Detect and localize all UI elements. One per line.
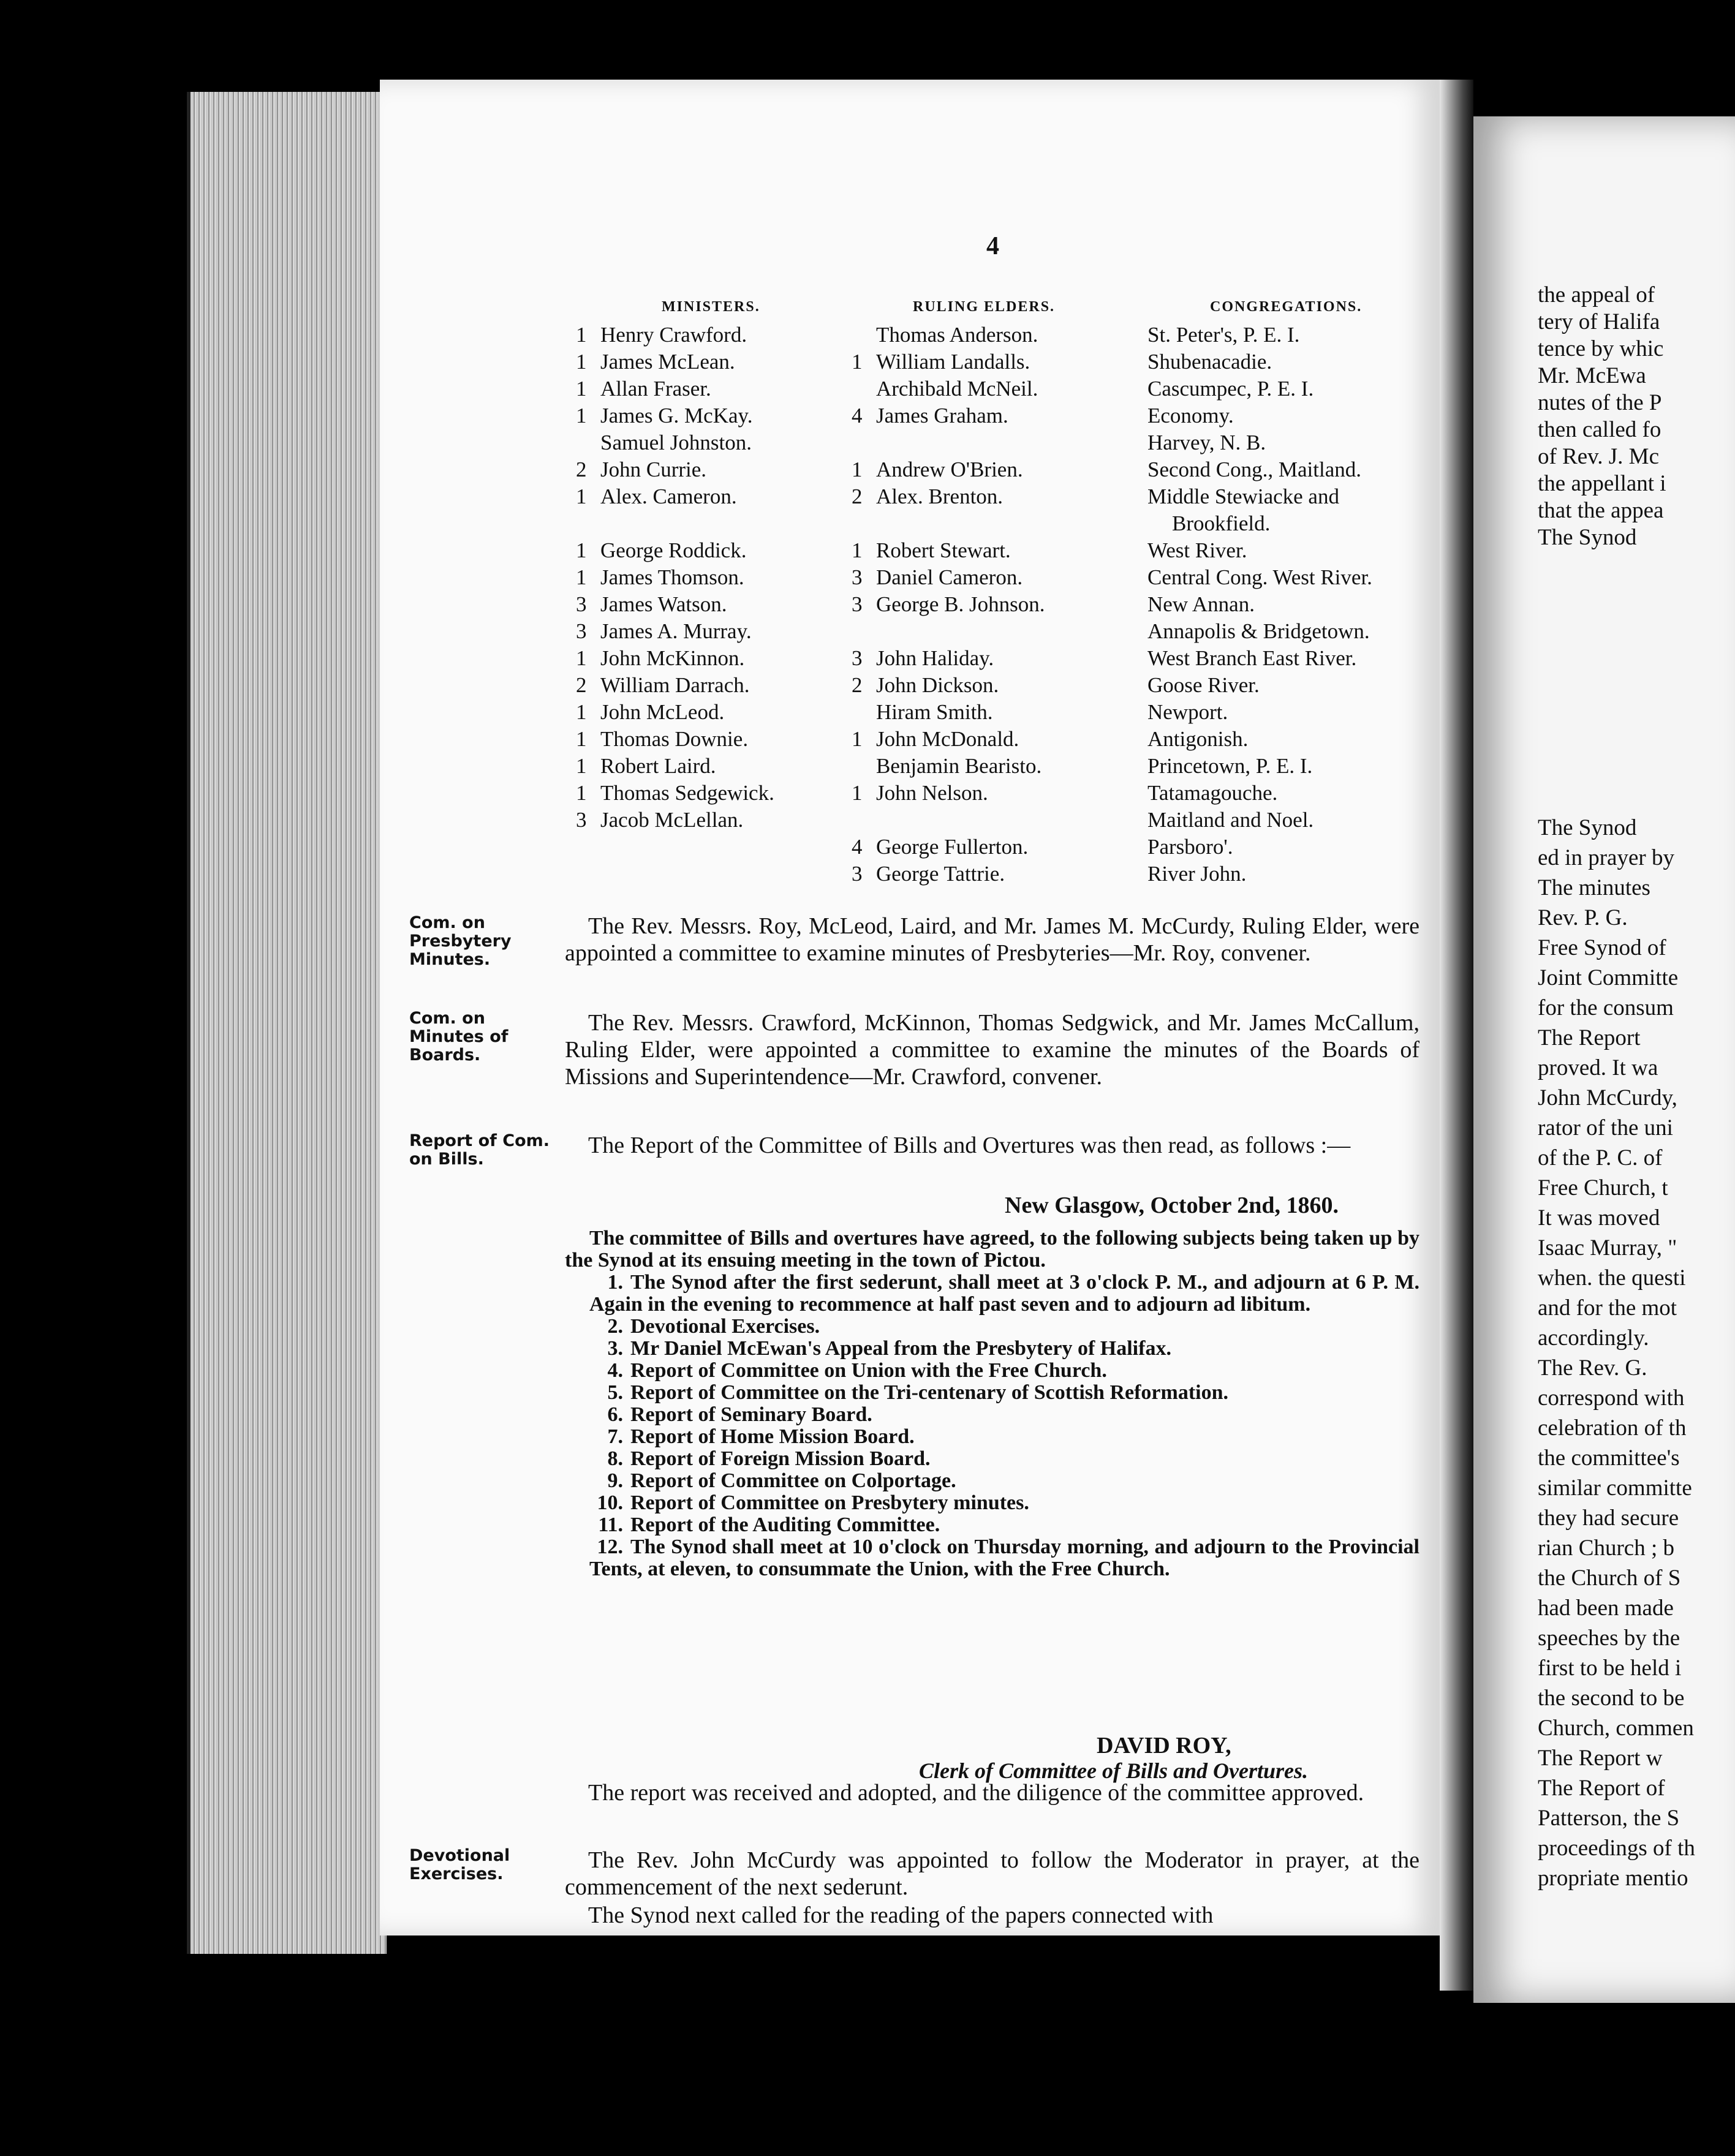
paragraph-boards-committee: The Rev. Messrs. Crawford, McKinnon, Thomas Sedgwick, and Mr. James McCallum, Ruling Elder, were appointed a committee to examine the minutes of the Boards of Missions and Superintendence—Mr. Crawford, convener. bbox=[565, 1010, 1419, 1090]
report-item-text: Report of Committee on Presbytery minutes. bbox=[630, 1491, 1029, 1514]
congregation-row: Newport. bbox=[1147, 700, 1228, 724]
elders-count: 2 bbox=[852, 484, 863, 508]
right-page-line: The Report of bbox=[1538, 1776, 1665, 1801]
elders-name: John Nelson. bbox=[876, 781, 988, 805]
right-page-line: Free Synod of bbox=[1538, 935, 1666, 960]
report-item-number: 8. bbox=[607, 1447, 623, 1470]
ministers-row bbox=[576, 753, 774, 780]
elders-row bbox=[852, 537, 1045, 564]
right-page-line: first to be held i bbox=[1538, 1656, 1682, 1681]
congregation-row: Cascumpec, P. E. I. bbox=[1147, 377, 1314, 401]
right-page-line: Patterson, the S bbox=[1538, 1806, 1680, 1831]
right-page-line: of the P. C. of bbox=[1538, 1145, 1663, 1170]
elders-row bbox=[852, 375, 1045, 402]
ministers-name: James Watson. bbox=[600, 592, 727, 616]
page-number: 4 bbox=[986, 232, 999, 260]
paragraph-synod-next: The Synod next called for the reading of the papers connected with bbox=[588, 1902, 1214, 1928]
report-signature-title: Clerk of Committee of Bills and Overtures. bbox=[919, 1758, 1308, 1783]
report-item bbox=[565, 1536, 1419, 1580]
elders-name: James Graham. bbox=[876, 404, 1008, 428]
ministers-name: John McKinnon. bbox=[600, 646, 745, 670]
right-page-line: The Rev. G. bbox=[1538, 1355, 1647, 1381]
ministers-row bbox=[576, 402, 774, 429]
elders-row bbox=[852, 726, 1045, 753]
ministers-name: James Thomson. bbox=[600, 565, 744, 589]
right-page-line: had been made bbox=[1538, 1596, 1674, 1621]
elders-count: 1 bbox=[852, 350, 863, 374]
ministers-name: Robert Laird. bbox=[600, 754, 716, 778]
ministers-row bbox=[576, 429, 774, 456]
elders-name: John Haliday. bbox=[876, 646, 994, 670]
elders-row bbox=[852, 807, 1045, 834]
right-page-line: proceedings of th bbox=[1538, 1836, 1695, 1861]
right-page-line: celebration of th bbox=[1538, 1415, 1687, 1441]
congregation-row: Harvey, N. B. bbox=[1147, 431, 1266, 454]
congregation-row: Antigonish. bbox=[1147, 727, 1249, 751]
report-item bbox=[565, 1448, 1419, 1470]
margin-note-presbytery-minutes: Com. on Presbytery Minutes. bbox=[409, 913, 512, 969]
elders-count: 3 bbox=[852, 646, 863, 670]
ministers-row bbox=[576, 483, 774, 510]
ministers-row bbox=[576, 349, 774, 375]
report-dateline: New Glasgow, October 2nd, 1860. bbox=[1005, 1193, 1339, 1218]
elders-name: Robert Stewart. bbox=[876, 538, 1011, 562]
report-item-number: 1. bbox=[607, 1271, 623, 1294]
elders-count: 1 bbox=[852, 727, 863, 751]
ministers-name: Thomas Sedgewick. bbox=[600, 781, 774, 805]
ministers-row bbox=[576, 699, 774, 726]
right-page-line: Isaac Murray, " bbox=[1538, 1235, 1677, 1261]
ministers-count: 2 bbox=[576, 458, 587, 481]
right-page-line: rian Church ; b bbox=[1538, 1536, 1674, 1561]
elders-row bbox=[852, 322, 1045, 349]
right-page-line: similar committe bbox=[1538, 1476, 1692, 1501]
ministers-name: Jacob McLellan. bbox=[600, 808, 744, 832]
ministers-count: 3 bbox=[576, 619, 587, 643]
congregation-row: Tatamagouche. bbox=[1147, 781, 1278, 805]
ministers-count: 1 bbox=[576, 404, 587, 428]
ministers-header: MINISTERS. bbox=[662, 299, 760, 315]
elders-name: George Fullerton. bbox=[876, 835, 1029, 859]
report-item bbox=[565, 1316, 1419, 1338]
right-page-line: tence by whic bbox=[1538, 336, 1664, 361]
report-intro: The committee of Bills and overtures have agreed, to the following subjects being taken up by the Synod at its ensuing meeting in the town of Pictou. bbox=[565, 1227, 1419, 1272]
elders-name: William Landalls. bbox=[876, 350, 1030, 374]
report-item-number: 7. bbox=[607, 1425, 623, 1448]
congregation-row: West River. bbox=[1147, 538, 1247, 562]
report-item-text: The Synod shall meet at 10 o'clock on Thursday morning, and adjourn to the Provincial Tents, at eleven, to consummate the Union, with the Free Church. bbox=[589, 1536, 1419, 1580]
ministers-row bbox=[576, 807, 774, 834]
ministers-count: 1 bbox=[576, 377, 587, 401]
ministers-row bbox=[576, 591, 774, 618]
right-page-line: of Rev. J. Mc bbox=[1538, 444, 1659, 469]
right-page-line: that the appea bbox=[1538, 498, 1664, 523]
elders-name: Hiram Smith. bbox=[876, 700, 993, 724]
ministers-row bbox=[576, 375, 774, 402]
right-page-line: rator of the uni bbox=[1538, 1115, 1673, 1140]
elders-row bbox=[852, 510, 1045, 537]
right-page-line: propriate mentio bbox=[1538, 1866, 1688, 1891]
right-page-line: accordingly. bbox=[1538, 1325, 1649, 1351]
congregation-row: West Branch East River. bbox=[1147, 646, 1357, 670]
right-page-line: for the consum bbox=[1538, 995, 1674, 1020]
congregations-header: CONGREGATIONS. bbox=[1210, 299, 1363, 315]
ministers-name: William Darrach. bbox=[600, 673, 750, 697]
elders-row bbox=[852, 618, 1045, 645]
elders-row bbox=[852, 483, 1045, 510]
elders-name: Archibald McNeil. bbox=[876, 377, 1038, 401]
ministers-row bbox=[576, 618, 774, 645]
paragraph-devotional: The Rev. John McCurdy was appointed to follow the Moderator in prayer, at the commencement of the next sederunt. bbox=[565, 1847, 1419, 1900]
ministers-count: 1 bbox=[576, 484, 587, 508]
congregation-row: Economy. bbox=[1147, 404, 1234, 428]
right-page-line: speeches by the bbox=[1538, 1626, 1680, 1651]
elders-row bbox=[852, 753, 1045, 780]
report-item bbox=[565, 1426, 1419, 1448]
report-item-number: 2. bbox=[607, 1315, 623, 1338]
ministers-name: Henry Crawford. bbox=[600, 323, 747, 347]
ministers-row bbox=[576, 726, 774, 753]
congregation-row: Shubenacadie. bbox=[1147, 350, 1272, 374]
report-item bbox=[565, 1360, 1419, 1382]
elders-row bbox=[852, 402, 1045, 429]
paragraph-report-intro: The Report of the Committee of Bills and Overtures was then read, as follows :— bbox=[588, 1133, 1351, 1158]
right-page-line: the second to be bbox=[1538, 1686, 1685, 1711]
congregation-row: River John. bbox=[1147, 862, 1247, 886]
ministers-name: James G. McKay. bbox=[600, 404, 753, 428]
elders-count: 1 bbox=[852, 458, 863, 481]
report-item-number: 6. bbox=[607, 1403, 623, 1426]
congregation-row: Princetown, P. E. I. bbox=[1147, 754, 1313, 778]
elders-name: George B. Johnson. bbox=[876, 592, 1045, 616]
report-item bbox=[565, 1492, 1419, 1514]
elders-row bbox=[852, 349, 1045, 375]
right-page-line: nutes of the P bbox=[1538, 390, 1662, 415]
elders-row bbox=[852, 861, 1045, 888]
elders-count: 1 bbox=[852, 538, 863, 562]
congregation-row: New Annan. bbox=[1147, 592, 1255, 616]
ministers-count: 1 bbox=[576, 646, 587, 670]
right-page-line: The Report w bbox=[1538, 1746, 1663, 1771]
right-page-line: and for the mot bbox=[1538, 1295, 1677, 1321]
ministers-count: 3 bbox=[576, 592, 587, 616]
report-item-text: Report of Home Mission Board. bbox=[630, 1425, 915, 1448]
report-item bbox=[565, 1404, 1419, 1426]
ministers-row bbox=[576, 537, 774, 564]
right-page-line: tery of Halifa bbox=[1538, 309, 1660, 334]
report-item-number: 4. bbox=[607, 1359, 623, 1382]
ruling-elders-column bbox=[852, 322, 1045, 888]
elders-name: John Dickson. bbox=[876, 673, 999, 697]
congregation-row: Brookfield. bbox=[1172, 511, 1271, 535]
congregation-row: Second Cong., Maitland. bbox=[1147, 458, 1361, 481]
elders-count: 3 bbox=[852, 565, 863, 589]
elders-count: 4 bbox=[852, 835, 863, 859]
report-item-number: 12. bbox=[597, 1536, 623, 1558]
margin-note-report-on-bills: Report of Com. on Bills. bbox=[409, 1131, 550, 1169]
elders-row bbox=[852, 834, 1045, 861]
right-page-line: The Synod bbox=[1538, 815, 1637, 840]
report-item-number: 5. bbox=[607, 1381, 623, 1404]
report-item-text: Devotional Exercises. bbox=[630, 1315, 820, 1338]
ministers-name: John Currie. bbox=[600, 458, 707, 481]
report-item-text: Report of Committee on Colportage. bbox=[630, 1469, 956, 1492]
ministers-row bbox=[576, 322, 774, 349]
ministers-count: 1 bbox=[576, 781, 587, 805]
ministers-row bbox=[576, 780, 774, 807]
right-page-line: John McCurdy, bbox=[1538, 1085, 1677, 1110]
report-item bbox=[565, 1470, 1419, 1492]
elders-row bbox=[852, 780, 1045, 807]
right-page-line: The minutes bbox=[1538, 875, 1650, 900]
elders-count: 4 bbox=[852, 404, 863, 428]
right-page-line: the committee's bbox=[1538, 1446, 1680, 1471]
paragraph-report-adopted: The report was received and adopted, and the diligence of the committee approved. bbox=[588, 1780, 1364, 1806]
congregation-row: St. Peter's, P. E. I. bbox=[1147, 323, 1300, 347]
congregation-row: Maitland and Noel. bbox=[1147, 808, 1314, 832]
report-items bbox=[565, 1272, 1419, 1580]
elders-name: Daniel Cameron. bbox=[876, 565, 1023, 589]
elders-count: 3 bbox=[852, 592, 863, 616]
report-item-text: Report of Seminary Board. bbox=[630, 1403, 872, 1426]
ministers-name: Alex. Cameron. bbox=[600, 484, 737, 508]
bills-overtures-report bbox=[565, 1227, 1419, 1580]
ministers-name: James McLean. bbox=[600, 350, 735, 374]
congregation-row: Central Cong. West River. bbox=[1147, 565, 1372, 589]
ministers-row bbox=[576, 456, 774, 483]
ministers-name: James A. Murray. bbox=[600, 619, 752, 643]
right-page-line: The Synod bbox=[1538, 525, 1637, 550]
ministers-name: George Roddick. bbox=[600, 538, 747, 562]
right-page-line: the appellant i bbox=[1538, 471, 1666, 496]
report-signature: DAVID ROY, bbox=[1097, 1733, 1231, 1758]
congregation-row: Annapolis & Bridgetown. bbox=[1147, 619, 1370, 643]
elders-name: Andrew O'Brien. bbox=[876, 458, 1023, 481]
book-page-edges bbox=[187, 92, 387, 1954]
right-page-line: then called fo bbox=[1538, 417, 1661, 442]
ministers-count: 1 bbox=[576, 700, 587, 724]
ruling-elders-header: RULING ELDERS. bbox=[913, 299, 1056, 315]
elders-name: George Tattrie. bbox=[876, 862, 1005, 886]
congregation-row: Middle Stewiacke and bbox=[1147, 484, 1339, 508]
ministers-name: John McLeod. bbox=[600, 700, 725, 724]
ministers-row bbox=[576, 510, 774, 537]
report-item-text: Report of the Auditing Committee. bbox=[630, 1513, 940, 1536]
right-page-line: Church, commen bbox=[1538, 1716, 1694, 1741]
elders-row bbox=[852, 456, 1045, 483]
ministers-count: 1 bbox=[576, 565, 587, 589]
elders-count: 2 bbox=[852, 673, 863, 697]
elders-name: Alex. Brenton. bbox=[876, 484, 1004, 508]
report-item-text: Mr Daniel McEwan's Appeal from the Presbytery of Halifax. bbox=[630, 1337, 1171, 1360]
right-page-line: The Report bbox=[1538, 1025, 1641, 1050]
right-page-line: It was moved bbox=[1538, 1205, 1660, 1231]
right-page-line: correspond with bbox=[1538, 1385, 1685, 1411]
ministers-name: Samuel Johnston. bbox=[600, 431, 752, 454]
elders-name: John McDonald. bbox=[876, 727, 1019, 751]
right-page-line: ed in prayer by bbox=[1538, 845, 1674, 870]
report-item-text: Report of Committee on the Tri-centenary of Scottish Reformation. bbox=[630, 1381, 1229, 1404]
report-item-text: Report of Committee on Union with the Free Church. bbox=[630, 1359, 1107, 1382]
paragraph-presbytery-committee: The Rev. Messrs. Roy, McLeod, Laird, and Mr. James M. McCurdy, Ruling Elder, were appointed a committee to examine minutes of Presbyteries—Mr. Roy, convener. bbox=[565, 913, 1419, 966]
report-item bbox=[565, 1514, 1419, 1536]
ministers-count: 2 bbox=[576, 673, 587, 697]
report-item-text: Report of Foreign Mission Board. bbox=[630, 1447, 931, 1470]
ministers-name: Thomas Downie. bbox=[600, 727, 749, 751]
elders-name: Thomas Anderson. bbox=[876, 323, 1038, 347]
ministers-name: Allan Fraser. bbox=[600, 377, 711, 401]
report-item-number: 11. bbox=[598, 1513, 623, 1536]
report-item bbox=[565, 1382, 1419, 1404]
ministers-count: 1 bbox=[576, 727, 587, 751]
book-gutter bbox=[1440, 80, 1473, 1991]
report-item-number: 10. bbox=[597, 1491, 623, 1514]
right-page-line: Mr. McEwa bbox=[1538, 363, 1646, 388]
ministers-count: 1 bbox=[576, 754, 587, 778]
report-item bbox=[565, 1338, 1419, 1360]
elders-row bbox=[852, 429, 1045, 456]
ministers-count: 1 bbox=[576, 323, 587, 347]
right-page-line: Free Church, t bbox=[1538, 1175, 1668, 1200]
ministers-count: 1 bbox=[576, 350, 587, 374]
elders-row bbox=[852, 672, 1045, 699]
right-page-line: when. the questi bbox=[1538, 1265, 1686, 1291]
ministers-count: 1 bbox=[576, 538, 587, 562]
ministers-column bbox=[576, 322, 774, 834]
report-item-text: The Synod after the first sederunt, shall meet at 3 o'clock P. M., and adjourn at 6 P. M. Again in the evening to recommence at half past seven and to adjourn ad libitum. bbox=[589, 1271, 1419, 1316]
report-item bbox=[565, 1272, 1419, 1316]
elders-row bbox=[852, 699, 1045, 726]
congregation-row: Parsboro'. bbox=[1147, 835, 1233, 859]
elders-count: 3 bbox=[852, 862, 863, 886]
elders-row bbox=[852, 564, 1045, 591]
right-page-line: they had secure bbox=[1538, 1506, 1679, 1531]
right-page-line: the appeal of bbox=[1538, 282, 1655, 307]
ministers-row bbox=[576, 564, 774, 591]
margin-note-boards-minutes: Com. on Minutes of Boards. bbox=[409, 1009, 508, 1065]
right-page-line: the Church of S bbox=[1538, 1566, 1681, 1591]
report-item-number: 3. bbox=[607, 1337, 623, 1360]
elders-count: 1 bbox=[852, 781, 863, 805]
margin-note-devotional-exercises: Devotional Exercises. bbox=[409, 1846, 510, 1883]
right-page-line: Joint Committe bbox=[1538, 965, 1679, 990]
elders-row bbox=[852, 645, 1045, 672]
elders-row bbox=[852, 591, 1045, 618]
right-page-line: Rev. P. G. bbox=[1538, 905, 1628, 930]
elders-name: Benjamin Bearisto. bbox=[876, 754, 1042, 778]
right-page-line: proved. It wa bbox=[1538, 1055, 1658, 1080]
report-item-number: 9. bbox=[607, 1469, 623, 1492]
congregations-column bbox=[1147, 322, 1372, 888]
ministers-row bbox=[576, 645, 774, 672]
congregation-row: Goose River. bbox=[1147, 673, 1260, 697]
ministers-row bbox=[576, 672, 774, 699]
ministers-count: 3 bbox=[576, 808, 587, 832]
